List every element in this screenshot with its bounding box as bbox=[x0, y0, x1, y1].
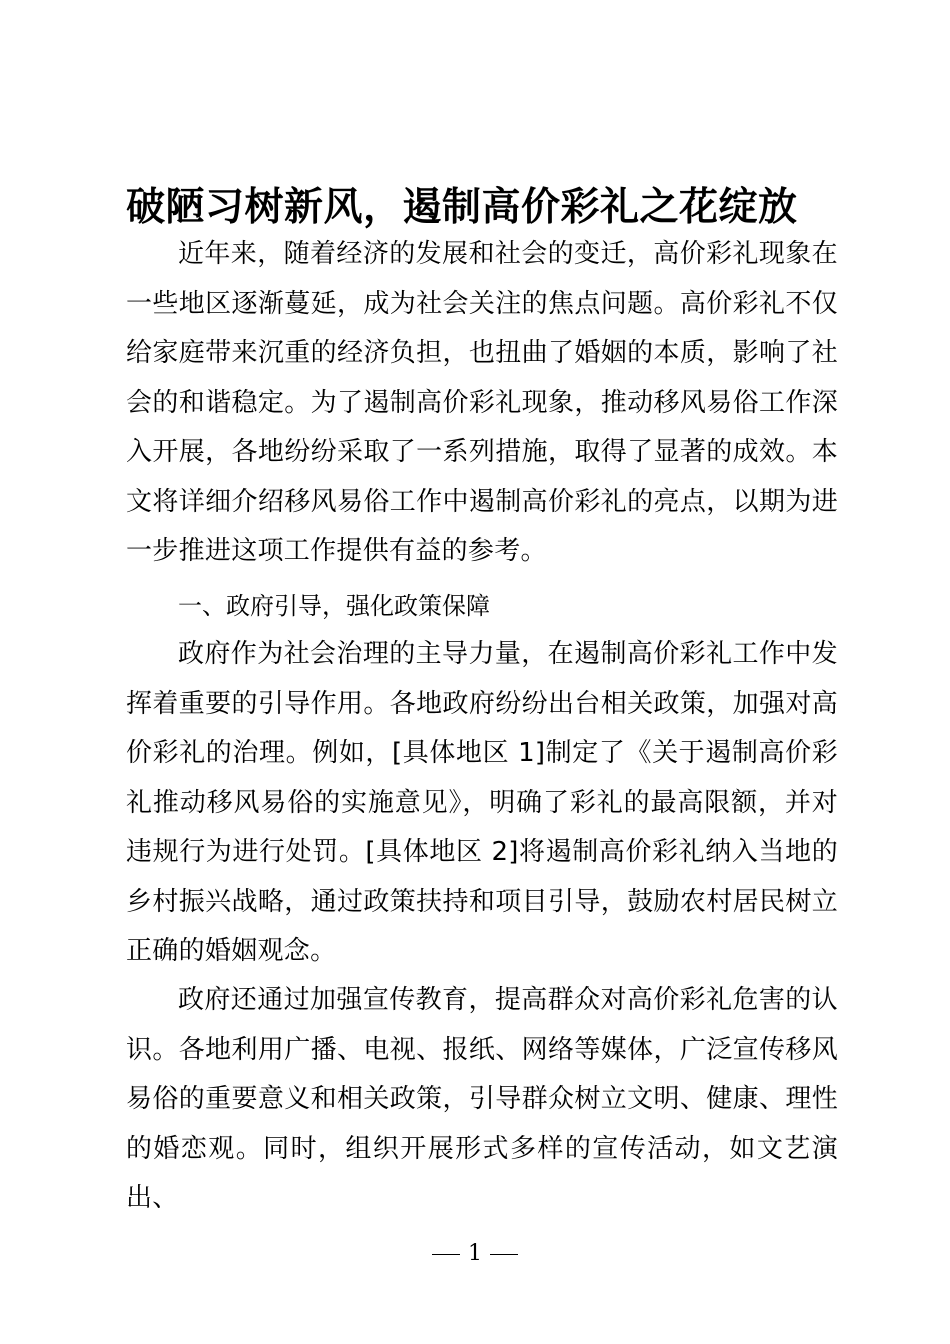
footer-dash-right bbox=[490, 1254, 518, 1255]
page-footer bbox=[0, 1236, 950, 1272]
document-title: 破陋习树新风，遏制高价彩礼之花绽放 bbox=[126, 185, 798, 230]
section-heading-1: 一、政府引导，强化政策保障 bbox=[178, 592, 490, 620]
paragraph-publicity-education: 政府还通过加强宣传教育，提高群众对高价彩礼危害的认识。各地利用广播、电视、报纸、网络等媒体，广泛宣传移风易俗的重要意义和相关政策，引导群众树立文明、健康、理性的婚恋观。同时，组织开展形式多样的宣传活动，如文艺演出、 bbox=[126, 985, 838, 1213]
page-number: 1 bbox=[468, 1241, 482, 1266]
paragraph-intro: 近年来，随着经济的发展和社会的变迁，高价彩礼现象在一些地区逐渐蔓延，成为社会关注的焦点问题。高价彩礼不仅给家庭带来沉重的经济负担，也扭曲了婚姻的本质，影响了社会的和谐稳定。为了遏制高价彩礼现象，推动移风易俗工作深入开展，各地纷纷采取了一系列措施，取得了显著的成效。本文将详细介绍移风易俗工作中遏制高价彩礼的亮点，以期为进一步推进这项工作提供有益的参考。 bbox=[126, 239, 838, 566]
footer-dash-left bbox=[432, 1254, 460, 1255]
paragraph-government-guidance: 政府作为社会治理的主导力量，在遏制高价彩礼工作中发挥着重要的引导作用。各地政府纷纷出台相关政策，加强对高价彩礼的治理。例如，[具体地区 1]制定了《关于遏制高价彩礼推动移风易俗的实施意见》，明确了彩礼的最高限额，并对违规行为进行处罚。[具体地区 2]将遏制高价彩礼纳入当地的乡村振兴战略，通过政策扶持和项目引导，鼓励农村居民树立正确的婚姻观念。 bbox=[126, 639, 838, 966]
